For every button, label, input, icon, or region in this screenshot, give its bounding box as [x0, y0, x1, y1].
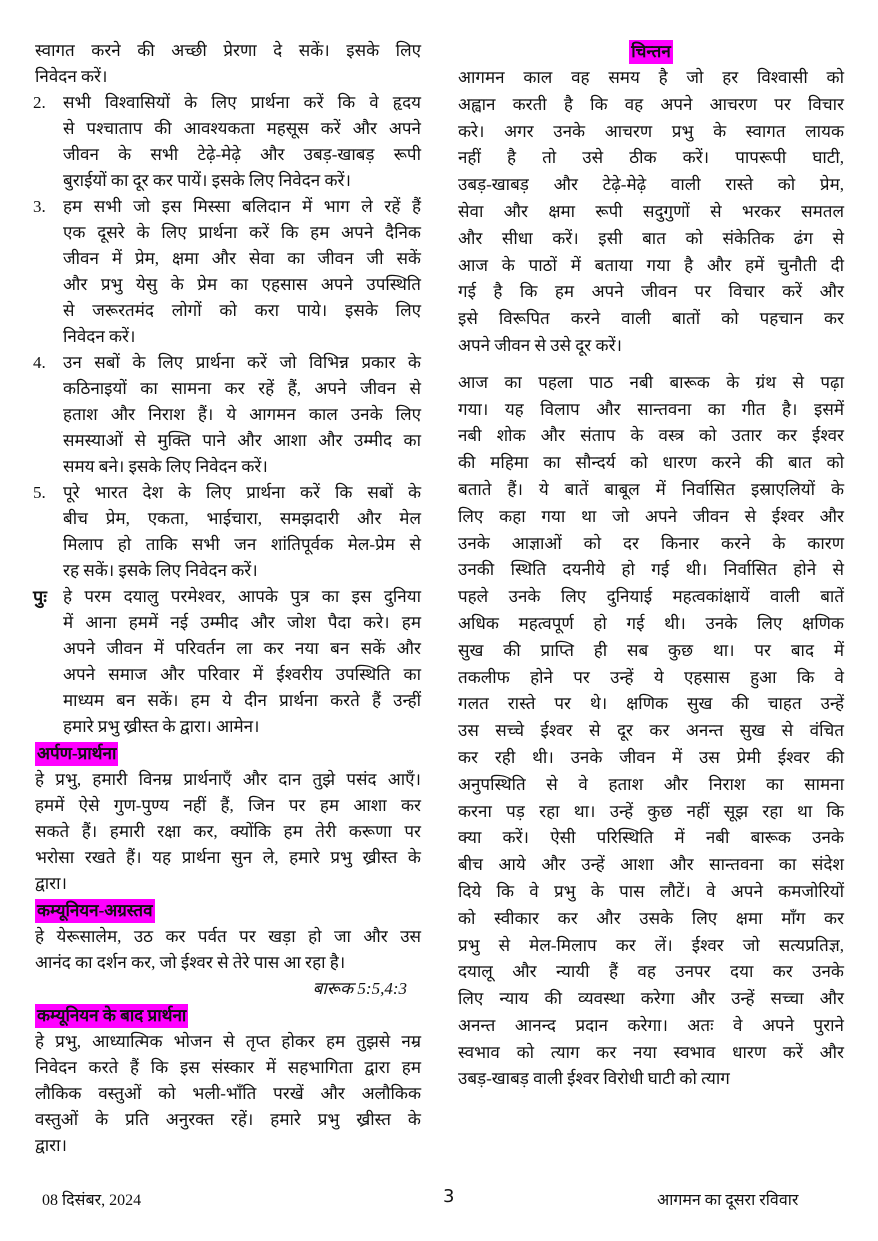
- text-line: बीच आये और उन्हें आशा और सान्तवना का संदेश: [458, 855, 844, 875]
- text-line: लिए न्याय की व्यवस्था करेगा और उन्हें सच्चा और: [458, 989, 844, 1009]
- section-heading: कम्यूनियन के बाद प्रार्थना: [35, 1004, 188, 1028]
- text-line: हममें ऐसे गुण-पुण्य नहीं हैं, जिन पर हम आशा कर: [35, 796, 421, 815]
- left-column: [35, 38, 421, 1159]
- text-line: अपने समाज और परिवार में ईश्वरीय उपस्थिति का: [63, 665, 421, 684]
- text-line: निवेदन करते हैं कि इस संस्कार में सहभागिता द्वारा हम: [35, 1058, 421, 1077]
- text-line: गया। यह विलाप और सान्तवना का गीत है। इसमें: [458, 399, 844, 419]
- prayer-item: [35, 90, 421, 194]
- item-number: 3.: [33, 197, 46, 216]
- text-line: अपने जीवन से उसे दूर करें।: [458, 335, 622, 355]
- text-line: को स्वीकार कर और उसके लिए क्षमा माँग कर: [458, 908, 844, 928]
- text-line: गई है कि हम अपने जीवन पर विचार करें और: [458, 282, 844, 302]
- text-line: द्वारा।: [35, 874, 67, 893]
- text-line: और प्रभु येसु के प्रेम का एहसास अपने उपस्थिति: [63, 275, 421, 294]
- paragraph: [458, 370, 844, 1094]
- text-line: की महिमा का सौन्दर्य को धारण करने की बात को: [458, 453, 844, 473]
- text-line: अधिक महत्वपूर्ण हो गई थी। उनके लिए क्षणिक: [458, 613, 844, 633]
- text-line: नबी शोक और संताप के वस्त्र को उतार कर ईश्वर: [458, 426, 844, 446]
- section-heading-wrap: [35, 897, 421, 924]
- text-line: माध्यम बन सकें। हम ये दीन प्रार्थना करते हैं उन्हीं: [63, 691, 421, 710]
- text-line: सकते हैं। हमारी रक्षा कर, क्योंकि हम तेरी करूणा पर: [35, 822, 421, 841]
- text-line: कर रही थी। उनके जीवन में उस प्रेमी ईश्वर की: [458, 747, 844, 767]
- text-line: से जरूरतमंद लोगों को करा पाये। इसके लिए: [63, 301, 421, 320]
- text-line: भरोसा रखते हैं। यह प्रार्थना सुन ले, हमारे प्रभु ख्रीस्त के: [35, 848, 421, 867]
- section-communion-antiphon: [35, 897, 421, 1002]
- section-heading-wrap: [35, 740, 421, 767]
- text-line: गलत रास्ते पर थे। क्षणिक सुख की चाहत उन्हें: [458, 694, 844, 714]
- text-line: उन सबों के लिए प्रार्थना करें जो विभिन्न प्रकार के: [63, 353, 421, 372]
- page-number: 3: [443, 1186, 455, 1207]
- text-line: निवेदन करें।: [35, 67, 108, 86]
- text-line: आगमन काल वह समय है जो हर विश्वासी को: [458, 68, 844, 87]
- text-line: नहीं है तो उसे ठीक करें। पापरूपी घाटी,: [458, 148, 844, 168]
- text-line: प्रभु से मेल-मिलाप कर लें। ईश्वर जो सत्यप्रतिज्ञ,: [458, 935, 844, 955]
- text-line: हमारे प्रभु ख्रीस्त के द्वारा। आमेन।: [63, 717, 260, 736]
- text-line: तकलीफ होने पर उन्हें ये एहसास हुआ कि वे: [458, 667, 844, 687]
- paragraph-gap: [458, 360, 844, 370]
- text-line: लिए कहा गया था जो अपने जीवन से ईश्वर और: [458, 506, 844, 526]
- section-heading-wrap: [35, 1002, 421, 1029]
- text-line: हे प्रभु, हमारी विनम्र प्रार्थनाएँ और दान तुझे पसंद आएँ।: [35, 770, 421, 789]
- text-line: आनंद का दर्शन कर, जो ईश्वर से तेरे पास आ रहा है।: [35, 953, 346, 972]
- text-line: कठिनाइयों का सामना कर रहें हैं, अपने जीवन से: [63, 379, 421, 398]
- text-line: हे परम दयालु परमेश्वर, आपके पुत्र का इस दुनिया: [63, 587, 421, 606]
- scripture-citation: बारूक 5:5,4:3: [312, 979, 407, 998]
- text-line: लौकिक वस्तुओं को भली-भाँति परखें और अलौकिक: [35, 1084, 421, 1103]
- prayer-item: [35, 194, 421, 350]
- item-number: पुः: [33, 587, 47, 607]
- text-line: और सीधा करें। इसी बात को संकेतिक ढंग से: [458, 228, 844, 248]
- text-line: उस सच्चे ईश्वर से दूर कर अनन्त सुख से वंचित: [458, 721, 844, 741]
- text-line: समय बने। इसके लिए निवेदन करें।: [63, 457, 268, 476]
- footer-date: 08 दिसंबर, 2024: [42, 1192, 142, 1209]
- text-line: रह सकें। इसके लिए निवेदन करें।: [63, 561, 258, 580]
- text-line: निवेदन करें।: [63, 327, 136, 346]
- prayer-item: [35, 584, 421, 740]
- text-line: अपने जीवन में परिवर्तन ला कर नया बन सकें और: [63, 639, 421, 658]
- text-line: से पश्चाताप की आवश्यकता महसूस करें और अपने: [63, 119, 421, 138]
- text-line: समस्याओं से मुक्ति पाने और आशा और उम्मीद का: [63, 431, 421, 450]
- heading-wrap: [458, 38, 844, 65]
- text-line: दिये कि वे प्रभु के पास लौटें। वे अपने कमजोरियों: [458, 881, 844, 901]
- section-offering: [35, 740, 421, 897]
- text-line: स्वभाव को त्याग कर नया स्वभाव धारण करें और: [458, 1042, 844, 1062]
- text-line: आज के पाठों में बताया गया है और हमें चुनौती दी: [458, 255, 844, 275]
- text-line: पूरे भारत देश के लिए प्रार्थना करें कि सबों के: [63, 483, 421, 502]
- text-line: द्वारा।: [35, 1136, 67, 1155]
- section-heading: अर्पण-प्रार्थना: [35, 742, 118, 766]
- text-line: स्वागत करने की अच्छी प्रेरणा दे सकें। इसके लिए: [35, 41, 421, 60]
- item-number: 5.: [33, 483, 46, 502]
- right-column: [458, 38, 844, 1093]
- text-line: उनके आज्ञाओं को दर किनार करने के कारण: [458, 533, 844, 553]
- prayer-item: [35, 350, 421, 480]
- text-line: हे प्रभु, आध्यात्मिक भोजन से तृप्त होकर हम तुझसे नम्र: [35, 1032, 421, 1051]
- text-line: एक दूसरे के लिए प्रार्थना करें कि हम अपने दैनिक: [63, 223, 421, 242]
- text-line: अह्वान करती है कि वह अपने आचरण पर विचार: [458, 94, 844, 114]
- text-line: करे। अगर उनके आचरण प्रभु के स्वागत लायक: [458, 121, 844, 141]
- paragraph: [458, 65, 844, 360]
- text-line: सभी विश्वासियों के लिए प्रार्थना करें कि वे हृदय: [63, 93, 421, 112]
- text-line: इसे विरूपित करने वाली बातों को पहचान कर: [458, 309, 844, 329]
- text-line: हम सभी जो इस मिस्सा बलिदान में भाग ले रहें हैं: [63, 197, 421, 216]
- section-post-communion: [35, 1002, 421, 1159]
- text-line: पहले उनके लिए दुनियाई महत्वकांक्षायें वाली बातें: [458, 587, 844, 607]
- text-line: बताते हैं। ये बातें बाबूल में निर्वासित इस्राएलियों के: [458, 479, 844, 499]
- text-line: उबड़-खाबड़ और टेढ़े-मेढ़े वाली रास्ते को प्रेम,: [458, 175, 844, 195]
- text-line: उनकी स्थिति दयनीये हो गई थी। निर्वासित होने से: [458, 560, 844, 580]
- text-line: सेवा और क्षमा रूपी सदुगुणों से भरकर समतल: [458, 201, 844, 221]
- prayer-item: [35, 480, 421, 584]
- section-heading: कम्यूनियन-अग्रस्तव: [35, 899, 155, 923]
- text-line: सुख की प्राप्ति ही सब कुछ था। पर बाद में: [458, 640, 844, 660]
- text-line: उबड़-खाबड़ वाली ईश्वर विरोधी घाटी को त्याग: [458, 1069, 730, 1089]
- text-line: बीच प्रेम, एकता, भाईचारा, समझदारी और मेल: [63, 509, 421, 528]
- text-line: जीवन के सभी टेढ़े-मेढ़े और उबड़-खाबड़ रूपी: [63, 145, 421, 164]
- text-line: जीवन में प्रेम, क्षमा और सेवा का जीवन जी सकें: [63, 249, 421, 268]
- item-number: 4.: [33, 353, 46, 372]
- text-line: क्या करें। ऐसी परिस्थिति में नबी बारूक उनके: [458, 828, 844, 848]
- text-line: दयालू और न्यायी हैं वह उनपर दया कर उनके: [458, 962, 844, 982]
- text-line: में आना हममें नई उम्मीद और जोश पैदा करे। हम: [63, 613, 421, 632]
- reflection-heading: चिन्तन: [629, 40, 673, 64]
- text-line: करना पड़ रहा था। उन्हें कुछ नहीं सूझ रहा था कि: [458, 801, 844, 821]
- text-line: अनन्त आनन्द प्रदान करेगा। अतः वे अपने पुराने: [458, 1015, 844, 1035]
- text-line: हे येरूसालेम, उठ कर पर्वत पर खड़ा हो जा और उस: [35, 927, 421, 946]
- text-line: आज का पहला पाठ नबी बारूक के ग्रंथ से पढ़ा: [458, 372, 844, 392]
- text-line: अनुपस्थिति से वे हताश और निराश का सामना: [458, 774, 844, 794]
- text-line: मिलाप हो ताकि सभी जन शांतिपूर्वक मेल-प्रेम से: [63, 535, 421, 554]
- item-number: 2.: [33, 93, 46, 112]
- footer-title: आगमन का दूसरा रविवार: [657, 1192, 799, 1209]
- text-line: बुराईयों का दूर कर पायें। इसके लिए निवेदन करें।: [63, 171, 351, 190]
- text-line: वस्तुओं के प्रति अनुरक्त रहें। हमारे प्रभु ख्रीस्त के: [35, 1110, 421, 1129]
- text-line: हताश और निराश हैं। ये आगमन काल उनके लिए: [63, 405, 421, 424]
